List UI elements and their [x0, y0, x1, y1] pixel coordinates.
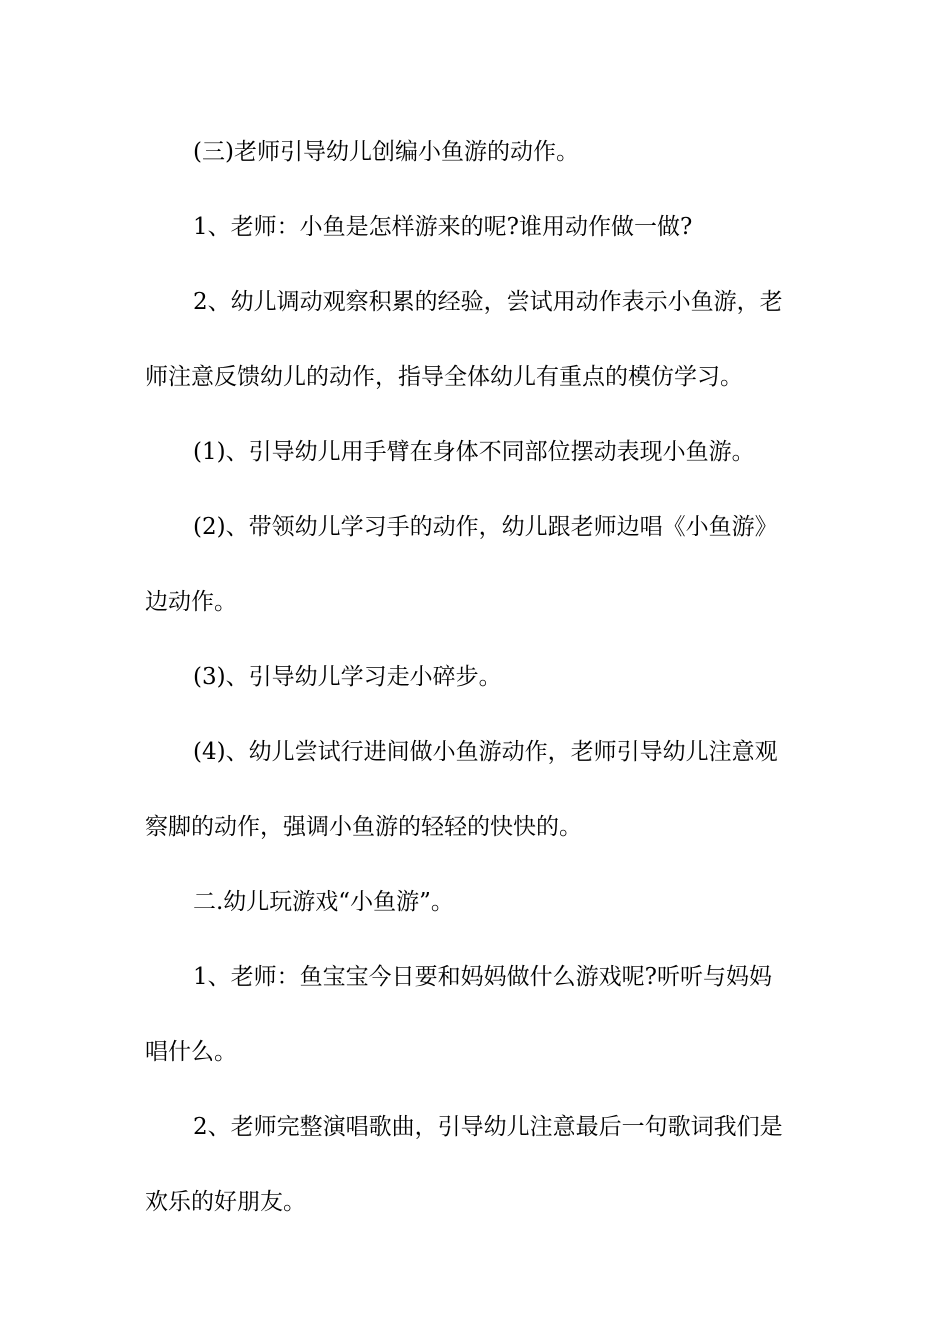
paragraph-section-3-title: (三)老师引导幼儿创编小鱼游的动作。: [193, 139, 579, 165]
paragraph-step-2-line-2: 师注意反馈幼儿的动作，指导全体幼儿有重点的模仿学习。: [145, 364, 743, 390]
paragraph-substep-2-line-2: 边动作。: [145, 589, 237, 615]
paragraph-game-step-1-line-1: 1、老师：鱼宝宝今日要和妈妈做什么游戏呢?听听与妈妈: [193, 964, 772, 990]
paragraph-game-step-2-line-1: 2、老师完整演唱歌曲，引导幼儿注意最后一句歌词我们是: [193, 1114, 783, 1140]
paragraph-step-2-line-1: 2、幼儿调动观察积累的经验，尝试用动作表示小鱼游，老: [193, 289, 783, 315]
paragraph-substep-2-line-1: (2)、带领幼儿学习手的动作，幼儿跟老师边唱《小鱼游》: [193, 514, 778, 540]
paragraph-step-1: 1、老师：小鱼是怎样游来的呢?谁用动作做一做?: [193, 214, 693, 240]
paragraph-substep-1: (1)、引导幼儿用手臂在身体不同部位摆动表现小鱼游。: [193, 439, 755, 465]
paragraph-substep-4-line-1: (4)、幼儿尝试行进间做小鱼游动作，老师引导幼儿注意观: [193, 739, 778, 765]
paragraph-substep-3: (3)、引导幼儿学习走小碎步。: [193, 664, 502, 690]
paragraph-section-2-title: 二.幼儿玩游戏“小鱼游”。: [193, 889, 454, 915]
paragraph-substep-4-line-2: 察脚的动作，强调小鱼游的轻轻的快快的。: [145, 814, 582, 840]
paragraph-game-step-1-line-2: 唱什么。: [145, 1039, 237, 1065]
paragraph-game-step-2-line-2: 欢乐的好朋友。: [145, 1189, 306, 1215]
